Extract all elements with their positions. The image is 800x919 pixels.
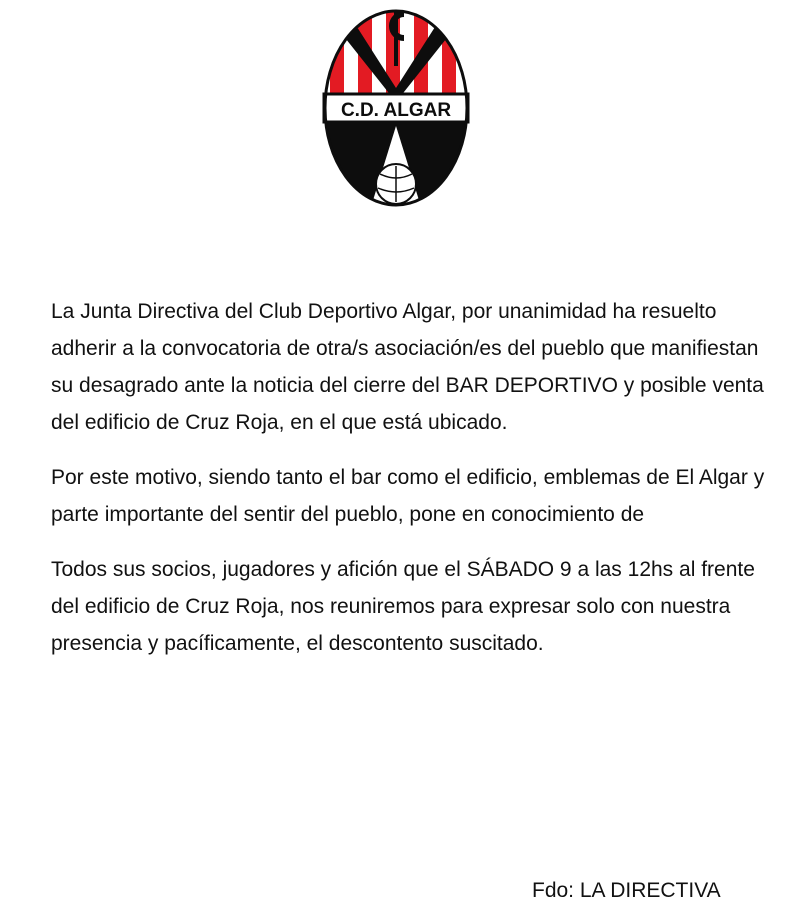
crest-name-text: C.D. ALGAR xyxy=(340,100,452,121)
letter-body xyxy=(51,293,771,680)
signature: Fdo: LA DIRECTIVA xyxy=(532,879,721,902)
paragraph-announcement: La Junta Directiva del Club Deportivo Algar, por unanimidad ha resuelto adherir a la convocatoria de otra/s asociación/es del pueblo que manifiestan su desagrado ante la noticia del cierre del BAR DEPORTIVO y posible venta del edificio de Cruz Roja, en el que está ubicado. xyxy=(51,300,764,434)
paragraph-call-to-action: Todos sus socios, jugadores y afición que el SÁBADO 9 a las 12hs al frente del edificio de Cruz Roja, nos reuniremos para expresar solo con nuestra presencia y pacíficamente, el descontento suscitado. xyxy=(51,558,755,655)
paragraph-reason: Por este motivo, siendo tanto el bar como el edificio, emblemas de El Algar y parte importante del sentir del pueblo, pone en conocimiento de xyxy=(51,466,765,526)
club-crest-logo xyxy=(322,6,470,210)
